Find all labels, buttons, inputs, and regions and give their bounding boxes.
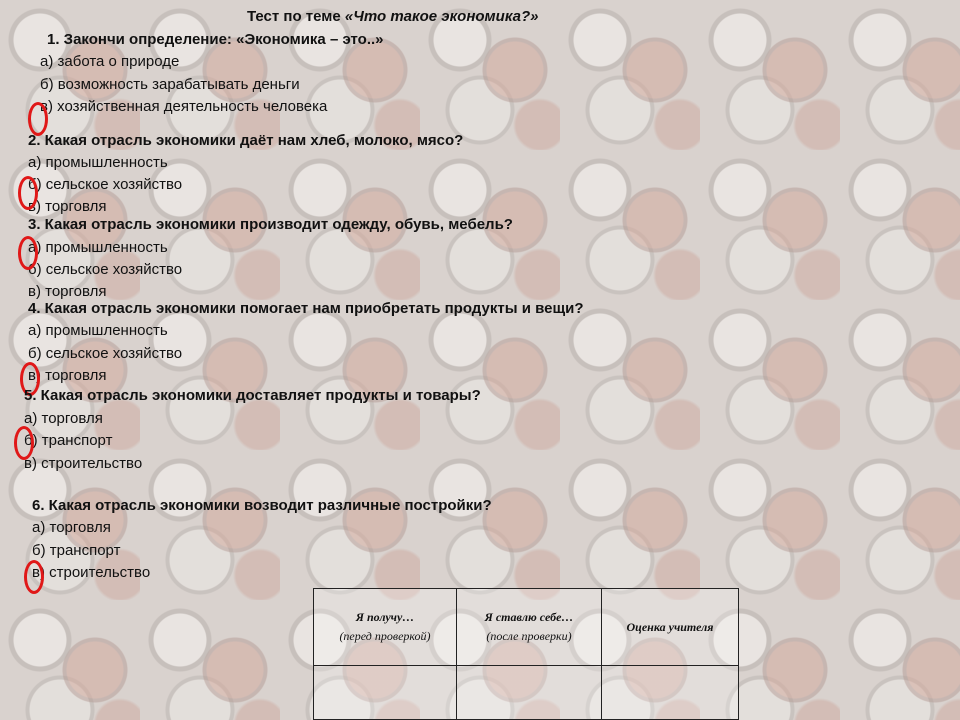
answer-mark-q2 [18, 176, 38, 210]
grade-col-teacher: Оценка учителя [602, 589, 739, 666]
answer-mark-q3 [18, 236, 38, 270]
question-5: 5. Какая отрасль экономики доставляет продукты и товары? [24, 387, 481, 404]
q5-option-a[interactable]: а) торговля [24, 410, 103, 427]
q2-option-a[interactable]: а) промышленность [28, 154, 168, 171]
grade-col-self: Я ставлю себе… (после проверки) [457, 589, 602, 666]
q3-option-v[interactable]: в) торговля [28, 283, 107, 300]
q1-option-v[interactable]: в) хозяйственная деятельность человека [40, 98, 328, 115]
answer-mark-q6 [24, 560, 44, 594]
q3-option-a[interactable]: а) промышленность [28, 239, 168, 256]
q5-option-b[interactable]: б) транспорт [24, 432, 113, 449]
grade-col-expected: Я получу… (перед проверкой) [314, 589, 457, 666]
question-4: 4. Какая отрасль экономики помогает нам приобретать продукты и вещи? [28, 300, 584, 317]
q2-option-v[interactable]: в) торговля [28, 198, 107, 215]
q4-option-b[interactable]: б) сельское хозяйство [28, 345, 183, 362]
q1-option-a[interactable]: а) забота о природе [40, 53, 180, 70]
q6-option-b[interactable]: б) транспорт [32, 542, 121, 559]
q2-option-b[interactable]: б) сельское хозяйство [28, 176, 183, 193]
grade-table [313, 588, 739, 720]
question-6: 6. Какая отрасль экономики возводит различные постройки? [32, 497, 492, 514]
page-title: Тест по теме «Что такое экономика?» [247, 8, 539, 25]
grade-cell-teacher[interactable] [602, 666, 739, 720]
question-2: 2. Какая отрасль экономики даёт нам хлеб, молоко, мясо? [28, 132, 464, 149]
grade-cell-self[interactable] [457, 666, 602, 720]
answer-mark-q5 [14, 426, 34, 460]
q6-option-a[interactable]: а) торговля [32, 519, 111, 536]
q6-option-v[interactable]: в) строительство [32, 564, 151, 581]
q4-option-a[interactable]: а) промышленность [28, 322, 168, 339]
q1-option-b[interactable]: б) возможность зарабатывать деньги [40, 76, 300, 93]
q3-option-b[interactable]: б) сельское хозяйство [28, 261, 183, 278]
question-1: 1. Закончи определение: «Экономика – это..» [47, 31, 384, 48]
question-3: 3. Какая отрасль экономики производит одежду, обувь, мебель? [28, 216, 513, 233]
answer-mark-q1 [28, 102, 48, 136]
q4-option-v[interactable]: в) торговля [28, 367, 107, 384]
grade-cell-expected[interactable] [314, 666, 457, 720]
q5-option-v[interactable]: в) строительство [24, 455, 143, 472]
